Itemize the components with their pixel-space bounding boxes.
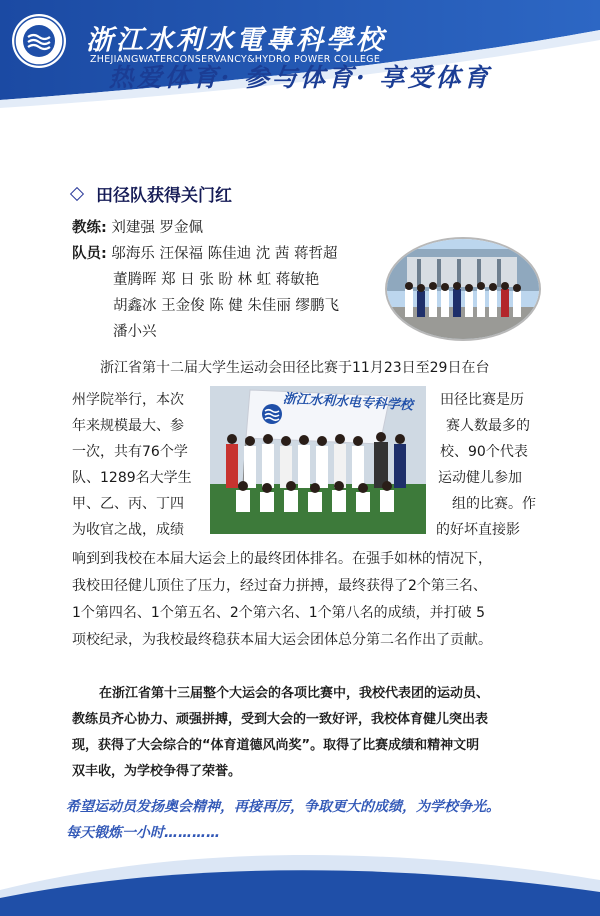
para1-line-10: 1个第四名、1个第五名、2个第六名、1个第八名的成绩，并打破 5 [72, 605, 485, 621]
para1-line-4-right: 校、90个代表 [440, 444, 528, 460]
para1-line-2-right: 田径比赛是历 [440, 392, 524, 408]
team-photo [385, 237, 541, 341]
para2-line-2: 教练员齐心协力、顽强拼搏，受到大会的一致好评，我校体育健儿突出表 [72, 712, 489, 727]
para1-line-2-left: 州学院举行，本次 [72, 392, 184, 408]
members-line-2: 董腾晖 郑 日 张 盼 林 虹 蒋敏艳 [113, 272, 320, 288]
members-label: 队员: [72, 246, 107, 262]
team-photo-image [387, 239, 539, 339]
members-line-3: 胡鑫冰 王金俊 陈 健 朱佳丽 缪鹏飞 [113, 298, 340, 314]
para2-line-3: 现，获得了大会综合的“体育道德风尚奖”。取得了比赛成绩和精神文明 [72, 738, 480, 753]
coaches-line [72, 216, 203, 237]
para1-line-9: 我校田径健儿顶住了压力，经过奋力拼搏，最终获得了2个第三名、 [72, 578, 487, 594]
slogan: 热爱体育· 参与体育· 享受体育 [108, 63, 492, 92]
para1-line-7-right: 的好坏直接影 [436, 522, 520, 538]
closing-line-2: 每天锻炼一小时………… [66, 825, 220, 841]
para1-line-11: 项校纪录，为我校最终稳获本届大运会团体总分第二名作出了贡献。 [72, 632, 492, 648]
members-names-1: 邬海乐 汪保福 陈佳迪 沈 茜 蒋哲超 [111, 246, 338, 262]
para1-line-5-left: 队、1289名大学生 [72, 470, 192, 486]
para1-line-8: 响到到我校在本届大运会上的最终团体排名。在强手如林的情况下， [72, 551, 492, 567]
para1-line-3-right: 赛人数最多的 [446, 418, 530, 434]
para1-line-5-right: 运动健儿参加 [438, 470, 522, 486]
flag-text: 浙江水利水电专科学校 [282, 391, 414, 414]
para2-line-1: 在浙江省第十三届整个大运会的各项比赛中，我校代表团的运动员、 [99, 686, 490, 701]
diamond-bullet-icon [70, 187, 84, 201]
para1-line-6-left: 甲、乙、丙、丁四 [72, 496, 184, 512]
para1-line-6-right: 组的比赛。作 [452, 496, 536, 512]
para1-line-1: 浙江省第十二届大学生运动会田径比赛于11月23日至29日在台 [100, 360, 490, 376]
para1-line-4-left: 一次，共有76个学 [72, 444, 188, 460]
closing-line-1: 希望运动员发扬奥会精神，再接再厉，争取更大的成绩，为学校争光。 [66, 799, 500, 815]
coaches-names: 刘建强 罗金佩 [111, 220, 204, 236]
school-name-en: ZHEJIANGWATERCONSERVANCY&HYDRO POWER COLLEGE [90, 54, 381, 65]
footer-wave [0, 800, 600, 916]
para1-line-3-left: 年来规模最大、参 [72, 418, 184, 434]
members-line-4: 潘小兴 [113, 324, 157, 340]
para2-line-4: 双丰收，为学校争得了荣誉。 [72, 764, 242, 779]
members-line-1 [72, 242, 337, 263]
section-title [72, 181, 232, 206]
section-title-text: 田径队获得关门红 [96, 186, 232, 206]
para1-line-7-left: 为收官之战，成绩 [72, 522, 184, 538]
school-name-cn: 浙江水利水電專科學校 [86, 25, 386, 56]
coaches-label: 教练: [72, 220, 107, 236]
